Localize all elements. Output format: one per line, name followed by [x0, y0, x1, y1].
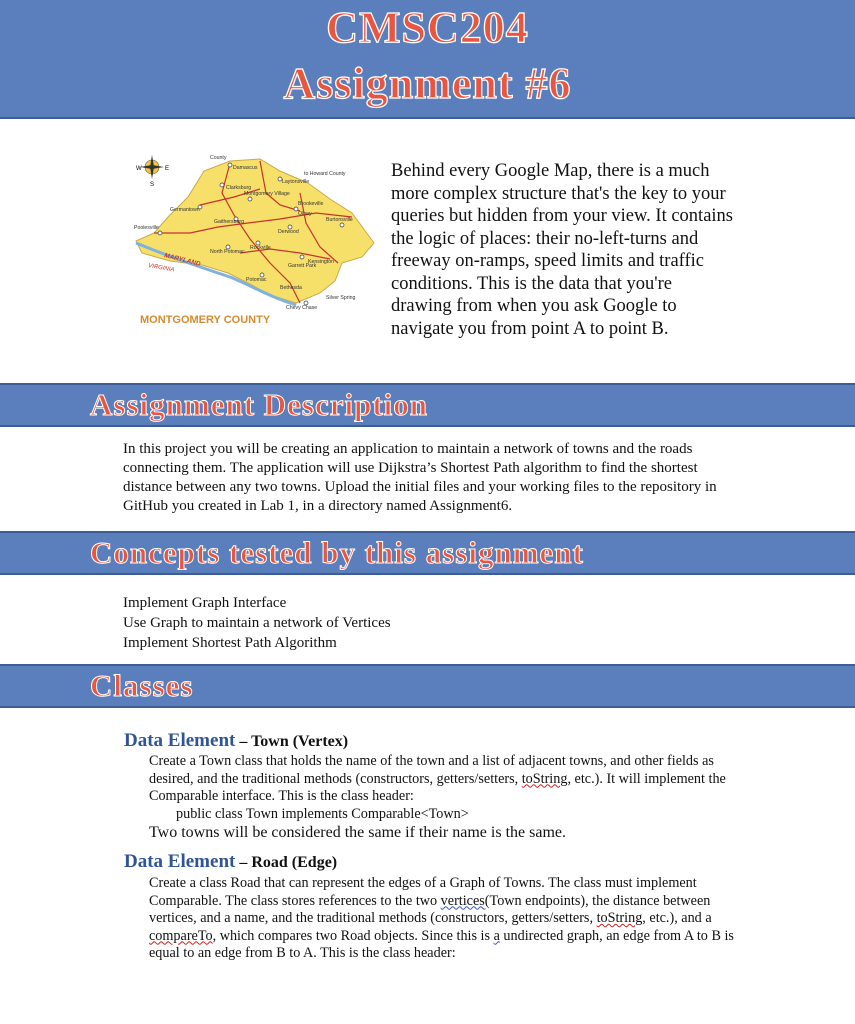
- road-element-heading: [124, 850, 337, 875]
- road-text-tostring: toString: [596, 910, 643, 926]
- town-laytonsville: Laytonsville: [282, 179, 310, 185]
- town-damascus: Damascus: [233, 165, 258, 171]
- town-burtonsville: Burtonsville: [326, 217, 353, 223]
- town-montgomery-village: Montgomery Village: [244, 191, 290, 197]
- concepts-heading: Concepts tested by this assignment: [90, 535, 584, 570]
- town-derwood: Derwood: [278, 229, 299, 235]
- county-label: MONTGOMERY COUNTY: [140, 314, 271, 326]
- town-north-potomac: North Potomac: [210, 249, 245, 255]
- road-text-part: Create a class Road that can represent the edges of a Graph of Towns. The class must implement Comparable. The class stores references to the two: [149, 875, 697, 909]
- road-text-vertices: vertices(: [440, 892, 490, 909]
- road-text-part: , etc.), and a: [642, 910, 712, 926]
- state-virginia: VIRGINIA: [147, 263, 175, 274]
- compass-e: E: [165, 166, 170, 172]
- compass-icon: [136, 155, 169, 188]
- montgomery-county-map: [130, 153, 380, 331]
- town-brookeville: Brookeville: [298, 201, 324, 207]
- road-text-compareto: compareTo: [149, 927, 213, 944]
- town-description: [149, 753, 739, 843]
- concepts-list: [123, 593, 623, 653]
- road-element-name: Road (Edge): [251, 854, 338, 871]
- description-text: In this project you will be creating an application to maintain a network of towns and the roads connecting them. The application will use Dijkstra’s Shortest Path algorithm to find the shortest distance between any two towns. Upload the initial files and your working files to the repository in GitHub you created in Lab 1, in a directory named Assignment6.: [123, 441, 717, 514]
- town-element-label: Data Element: [124, 730, 236, 751]
- town-text-part: , etc.). It will implement the Comparable interface. This is the class header:: [149, 770, 726, 804]
- compass-w: W: [136, 166, 142, 172]
- map-note-howard: to Howard County: [304, 171, 346, 177]
- course-title: CMSC204: [326, 3, 529, 52]
- town-equality-note: Two towns will be considered the same if their name is the same.: [149, 824, 566, 841]
- town-clarksburg: Clarksburg: [226, 185, 252, 191]
- road-text-part: , which compares two Road objects. Since this is: [212, 927, 494, 944]
- town-dash: –: [235, 733, 252, 750]
- assignment-title: Assignment #6: [283, 59, 572, 108]
- description-heading: Assignment Description: [90, 387, 429, 422]
- state-maryland: MARYLAND: [163, 252, 202, 268]
- town-gaithersburg: Gaithersburg: [214, 219, 244, 225]
- town-text-part: Create a Town class that holds the name of the town and a list of adjacent towns, and other fields as desired, and the traditional methods (constructors, getters/setters,: [149, 753, 714, 787]
- road-text-a: a: [493, 927, 500, 944]
- town-bethesda: Bethesda: [280, 285, 302, 291]
- concepts-banner: [0, 531, 855, 575]
- concept-item: Implement Graph Interface: [123, 595, 287, 611]
- town-garrett-park: Garrett Park: [288, 263, 317, 269]
- intro-paragraph: Behind every Google Map, there is a much more complex structure that's the key to your queries but hidden from your view. It contains the logic of places: their no-left-turns and freeway on-ramps, speed limits and traffic conditions. This is the data that you're drawing from when you ask Google to navigate you from point A to point B.: [391, 161, 733, 339]
- description-banner: [0, 383, 855, 427]
- town-olney: Olney: [298, 211, 312, 217]
- town-kensington: Kensington: [308, 259, 334, 265]
- town-germantown: Germantown: [170, 207, 200, 213]
- road-text-part: undirected graph, an edge from A to B is equal to an edge from B to A. This is the class header:: [149, 927, 734, 961]
- compass-s: S: [150, 182, 155, 188]
- town-silver-spring: Silver Spring: [326, 295, 356, 301]
- road-element-label: Data Element: [124, 851, 236, 872]
- road-description: [149, 875, 739, 963]
- classes-heading: Classes: [90, 668, 194, 703]
- town-element-name: Town (Vertex): [251, 733, 349, 750]
- town-poolesville: Poolesville: [134, 225, 159, 231]
- town-class-header-code: public class Town implements Comparable<Town>: [176, 805, 469, 822]
- road-text-part: Town endpoints), the distance between vertices, and a name, and the traditional methods (constructors, getters/setters,: [149, 892, 711, 926]
- concept-item: Use Graph to maintain a network of Vertices: [123, 615, 391, 631]
- town-rockville: Rockville: [250, 245, 271, 251]
- classes-banner: [0, 664, 855, 708]
- map-note-county: County: [210, 155, 227, 161]
- concept-item: Implement Shortest Path Algorithm: [123, 635, 337, 651]
- title-banner: [0, 0, 855, 119]
- road-dash: –: [235, 854, 252, 871]
- town-element-heading: [124, 729, 348, 754]
- town-text-tostring: toString: [521, 770, 568, 787]
- town-chevy-chase: Chevy Chase: [286, 305, 318, 311]
- town-potomac: Potomac: [246, 277, 267, 283]
